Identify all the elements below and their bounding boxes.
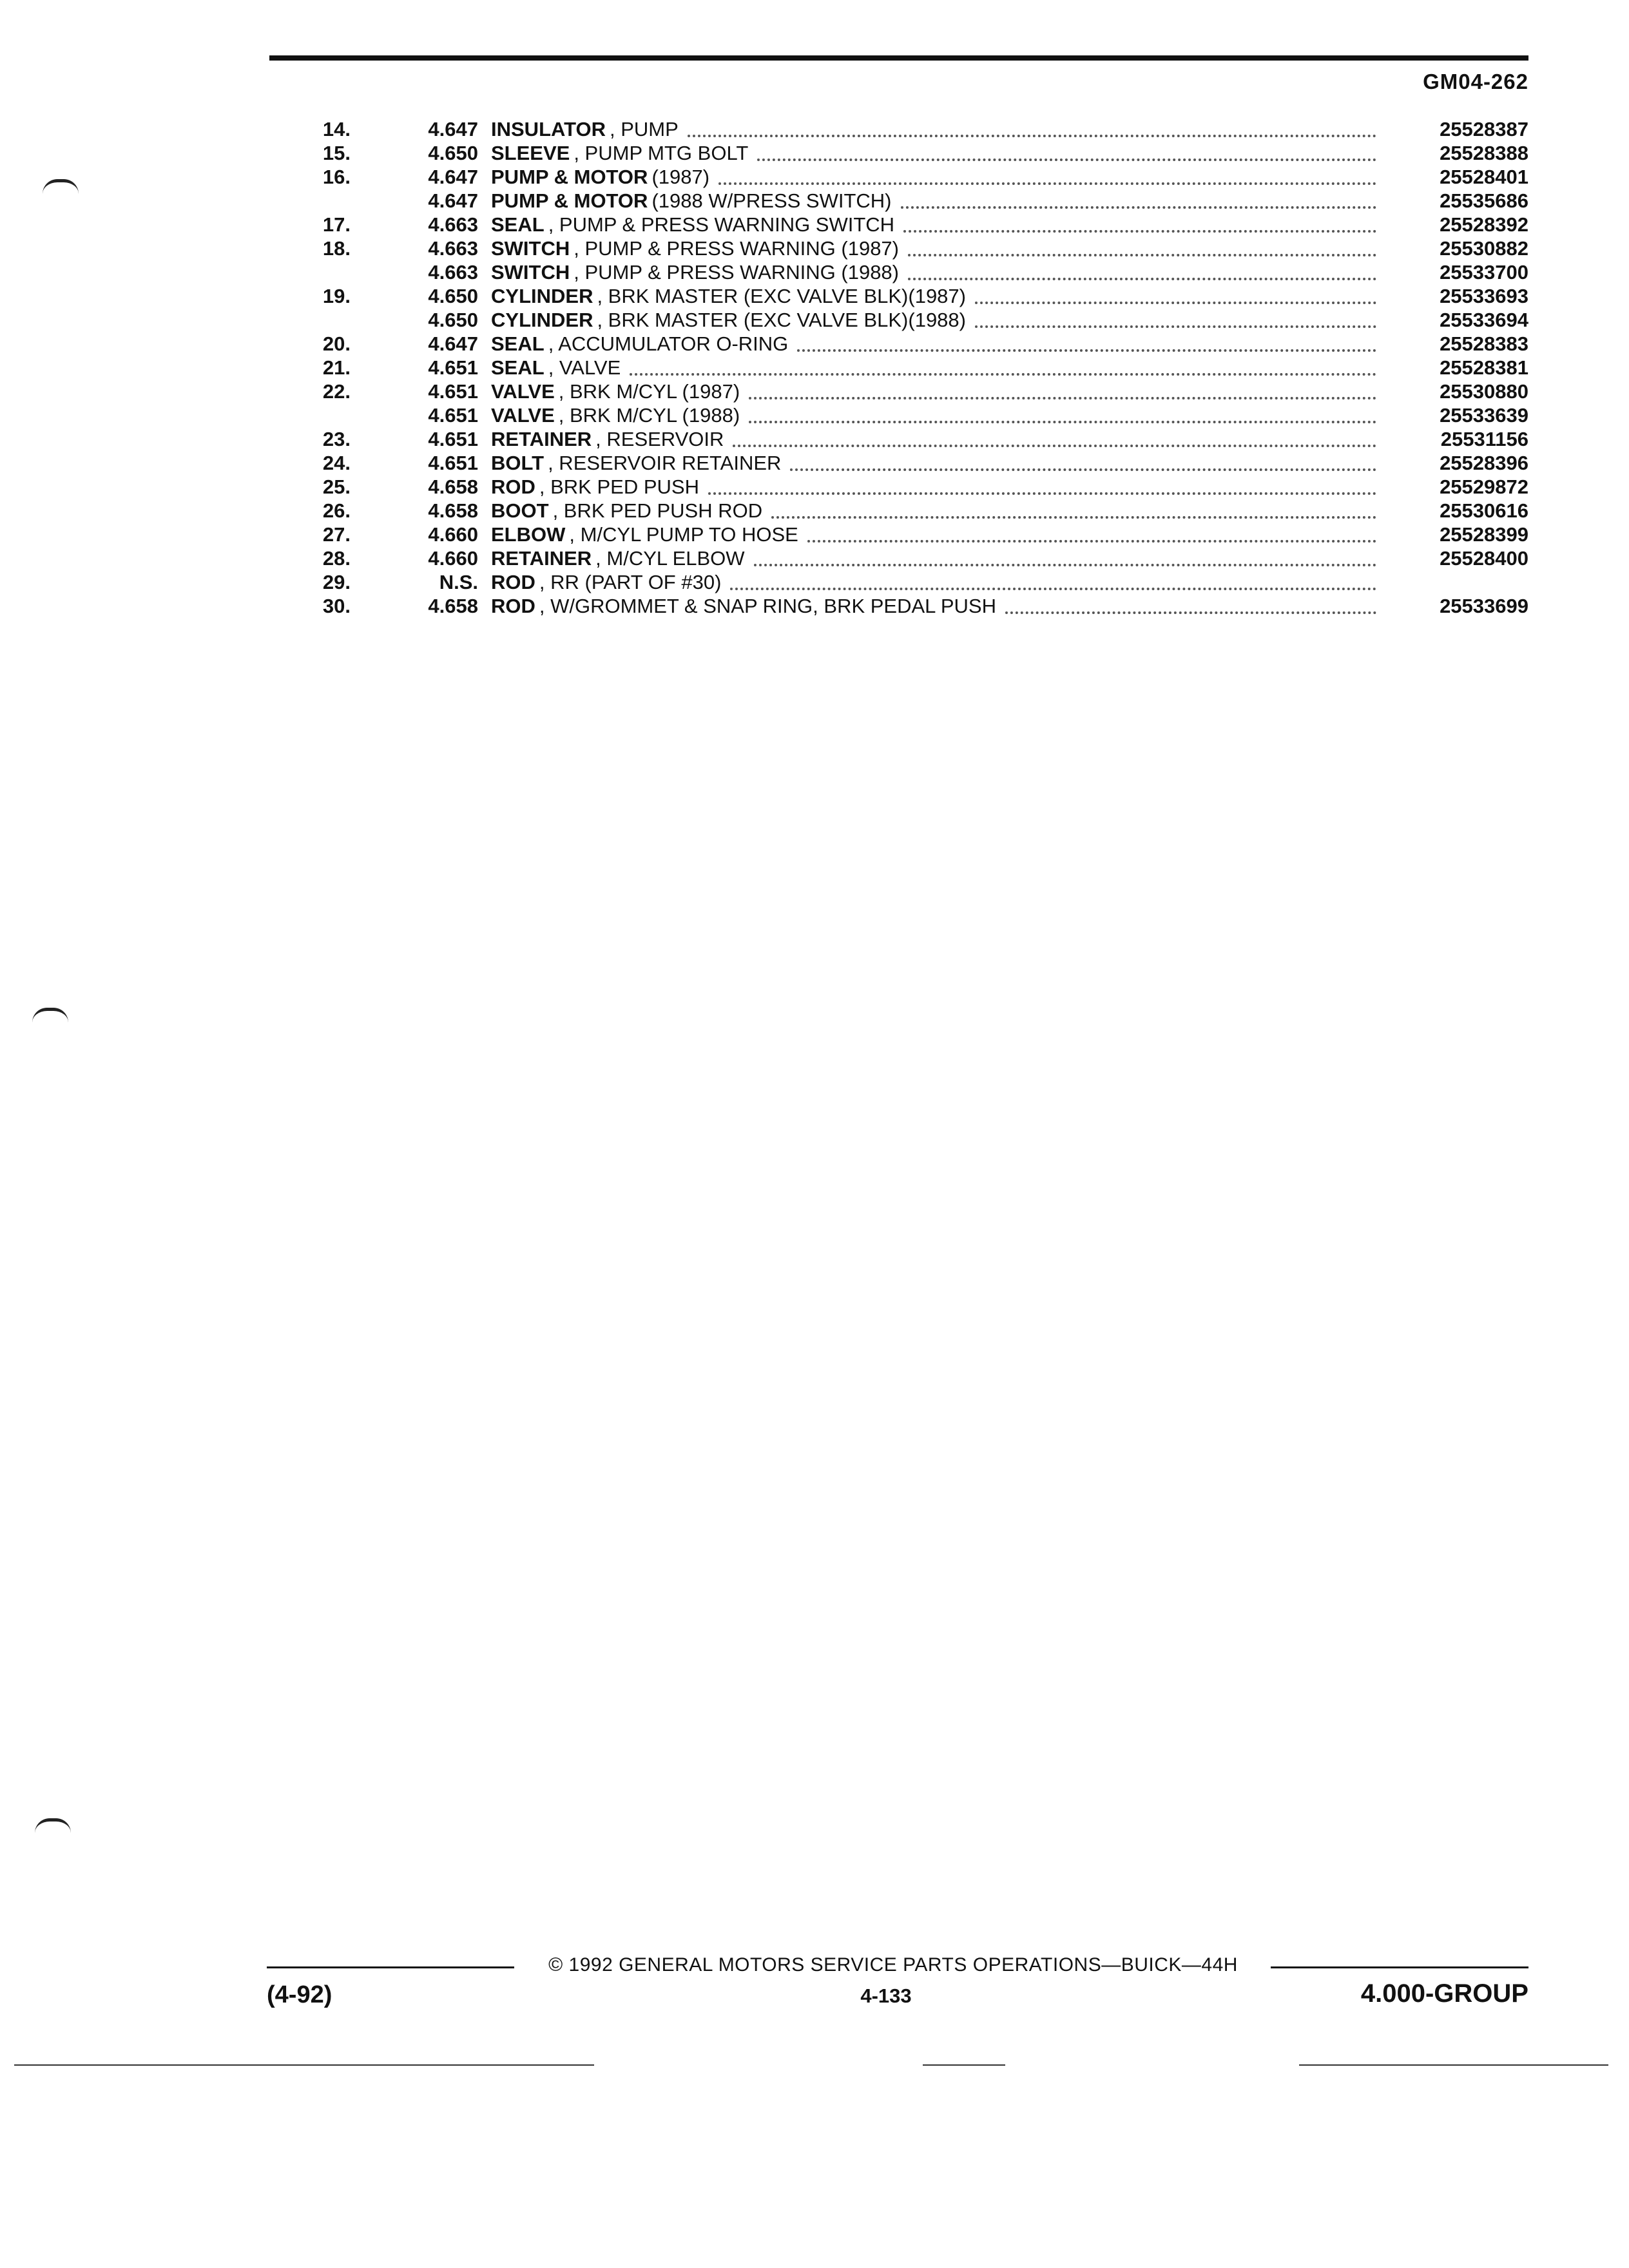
part-number: 25533693 bbox=[1440, 285, 1528, 307]
part-name: BOOT bbox=[491, 499, 549, 522]
header-rule bbox=[269, 55, 1528, 61]
part-description bbox=[491, 284, 1376, 308]
item-number: 26. bbox=[322, 499, 351, 522]
part-description bbox=[491, 213, 1376, 236]
part-number: 25533639 bbox=[1440, 404, 1528, 427]
parts-row bbox=[0, 475, 1629, 499]
part-description bbox=[491, 403, 1376, 427]
revision-date: (4-92) bbox=[267, 1981, 333, 2008]
dot-leader bbox=[630, 372, 1376, 376]
dot-leader bbox=[757, 158, 1376, 161]
group-number: 4.651 bbox=[428, 356, 478, 379]
parts-row bbox=[0, 451, 1629, 475]
bottom-rule bbox=[14, 2064, 594, 2066]
parts-row bbox=[0, 523, 1629, 546]
part-name: SLEEVE bbox=[491, 142, 570, 164]
part-name: INSULATOR bbox=[491, 118, 606, 140]
part-detail: , VALVE bbox=[548, 356, 621, 379]
group-number: N.S. bbox=[439, 571, 478, 593]
part-description bbox=[491, 189, 1376, 213]
parts-row bbox=[0, 570, 1629, 594]
bottom-rule bbox=[1299, 2064, 1608, 2066]
part-detail: , PUMP & PRESS WARNING SWITCH bbox=[548, 213, 895, 236]
binder-punch-mark bbox=[35, 1818, 71, 1833]
dot-leader bbox=[749, 420, 1376, 423]
group-number: 4.651 bbox=[428, 428, 478, 450]
part-detail: , BRK M/CYL (1987) bbox=[558, 380, 740, 403]
group-number: 4.650 bbox=[428, 285, 478, 307]
dot-leader bbox=[733, 444, 1376, 447]
item-number: 21. bbox=[322, 356, 351, 379]
parts-row bbox=[0, 213, 1629, 236]
part-number: 25528396 bbox=[1440, 452, 1528, 474]
item-number: 17. bbox=[322, 213, 351, 236]
footer-rule-right bbox=[1271, 1966, 1528, 1968]
part-name: CYLINDER bbox=[491, 285, 593, 307]
document-code: GM04-262 bbox=[1423, 70, 1528, 93]
group-number: 4.650 bbox=[428, 309, 478, 331]
part-detail: , BRK MASTER (EXC VALVE BLK)(1988) bbox=[597, 309, 966, 331]
part-description bbox=[491, 236, 1376, 260]
item-number: 25. bbox=[322, 476, 351, 498]
item-number: 24. bbox=[322, 452, 351, 474]
page-number: 4-133 bbox=[860, 1984, 912, 2007]
part-detail: , PUMP & PRESS WARNING (1988) bbox=[574, 261, 899, 284]
item-number: 23. bbox=[322, 428, 351, 450]
part-description bbox=[491, 141, 1376, 165]
part-name: RETAINER bbox=[491, 547, 592, 570]
group-number: 4.647 bbox=[428, 166, 478, 188]
item-number: 30. bbox=[322, 595, 351, 617]
part-detail: , RR (PART OF #30) bbox=[539, 571, 722, 593]
dot-leader bbox=[688, 134, 1376, 137]
parts-row bbox=[0, 594, 1629, 618]
dot-leader bbox=[1005, 611, 1376, 614]
parts-row bbox=[0, 236, 1629, 260]
part-name: SWITCH bbox=[491, 261, 570, 284]
dot-leader bbox=[771, 515, 1376, 519]
group-number: 4.660 bbox=[428, 547, 478, 570]
part-description bbox=[491, 260, 1376, 284]
part-detail: , BRK PED PUSH ROD bbox=[552, 499, 763, 522]
part-description bbox=[491, 523, 1376, 546]
dot-leader bbox=[908, 277, 1376, 280]
part-number: 25528399 bbox=[1440, 523, 1528, 546]
part-number: 25528387 bbox=[1440, 118, 1528, 140]
parts-row bbox=[0, 117, 1629, 141]
part-detail: , RESERVOIR bbox=[595, 428, 724, 450]
parts-row bbox=[0, 260, 1629, 284]
item-number: 14. bbox=[322, 118, 351, 140]
item-number: 16. bbox=[322, 166, 351, 188]
part-description bbox=[491, 451, 1376, 475]
part-description bbox=[491, 546, 1376, 570]
part-number: 25535686 bbox=[1440, 189, 1528, 212]
dot-leader bbox=[975, 325, 1376, 328]
parts-row bbox=[0, 165, 1629, 189]
group-number: 4.658 bbox=[428, 595, 478, 617]
parts-row bbox=[0, 189, 1629, 213]
part-number: 25528400 bbox=[1440, 547, 1528, 570]
part-name: PUMP & MOTOR bbox=[491, 166, 648, 188]
group-number: 4.650 bbox=[428, 142, 478, 164]
part-number: 25528388 bbox=[1440, 142, 1528, 164]
group-number: 4.663 bbox=[428, 237, 478, 260]
group-number: 4.651 bbox=[428, 452, 478, 474]
parts-row bbox=[0, 546, 1629, 570]
dot-leader bbox=[718, 182, 1376, 185]
group-number: 4.660 bbox=[428, 523, 478, 546]
group-number: 4.651 bbox=[428, 404, 478, 427]
part-detail: , M/CYL ELBOW bbox=[595, 547, 745, 570]
parts-row bbox=[0, 380, 1629, 403]
item-number: 19. bbox=[322, 285, 351, 307]
part-description bbox=[491, 499, 1376, 523]
dot-leader bbox=[903, 229, 1376, 233]
part-description bbox=[491, 165, 1376, 189]
parts-row bbox=[0, 284, 1629, 308]
binder-punch-mark bbox=[32, 1008, 68, 1023]
part-description bbox=[491, 570, 1376, 594]
parts-row bbox=[0, 427, 1629, 451]
part-detail: , BRK MASTER (EXC VALVE BLK)(1987) bbox=[597, 285, 966, 307]
part-description bbox=[491, 332, 1376, 356]
item-number: 15. bbox=[322, 142, 351, 164]
part-number: 25528381 bbox=[1440, 356, 1528, 379]
part-number: 25530882 bbox=[1440, 237, 1528, 260]
part-name: BOLT bbox=[491, 452, 545, 474]
part-detail: , BRK M/CYL (1988) bbox=[558, 404, 740, 427]
part-name: ELBOW bbox=[491, 523, 566, 546]
group-number: 4.647 bbox=[428, 332, 478, 355]
group-number: 4.647 bbox=[428, 189, 478, 212]
dot-leader bbox=[901, 206, 1377, 209]
part-description bbox=[491, 308, 1376, 332]
dot-leader bbox=[790, 468, 1376, 471]
part-number: 25530880 bbox=[1440, 380, 1528, 403]
part-name: SWITCH bbox=[491, 237, 570, 260]
part-detail: , PUMP bbox=[609, 118, 679, 140]
part-number: 25533699 bbox=[1440, 595, 1528, 617]
dot-leader bbox=[908, 253, 1376, 256]
dot-leader bbox=[749, 396, 1376, 399]
dot-leader bbox=[730, 587, 1376, 590]
part-name: SEAL bbox=[491, 356, 545, 379]
dot-leader bbox=[797, 349, 1376, 352]
part-detail: , RESERVOIR RETAINER bbox=[548, 452, 782, 474]
parts-row bbox=[0, 141, 1629, 165]
part-detail: , PUMP & PRESS WARNING (1987) bbox=[574, 237, 899, 260]
part-name: VALVE bbox=[491, 380, 555, 403]
group-number: 4.658 bbox=[428, 476, 478, 498]
item-number: 22. bbox=[322, 380, 351, 403]
part-description bbox=[491, 117, 1376, 141]
part-number: 25528392 bbox=[1440, 213, 1528, 236]
part-description bbox=[491, 427, 1376, 451]
part-number: 25528383 bbox=[1440, 332, 1528, 355]
item-number: 28. bbox=[322, 547, 351, 570]
dot-leader bbox=[807, 539, 1376, 543]
dot-leader bbox=[708, 492, 1376, 495]
part-name: ROD bbox=[491, 571, 535, 593]
part-detail: , BRK PED PUSH bbox=[539, 476, 699, 498]
group-number: 4.663 bbox=[428, 213, 478, 236]
parts-row bbox=[0, 332, 1629, 356]
part-detail: , ACCUMULATOR O-RING bbox=[548, 332, 789, 355]
part-number: 25528401 bbox=[1440, 166, 1528, 188]
parts-row bbox=[0, 499, 1629, 523]
group-number: 4.658 bbox=[428, 499, 478, 522]
part-name: CYLINDER bbox=[491, 309, 593, 331]
part-detail: , M/CYL PUMP TO HOSE bbox=[569, 523, 798, 546]
part-name: RETAINER bbox=[491, 428, 592, 450]
part-number: 25533694 bbox=[1440, 309, 1528, 331]
dot-leader bbox=[975, 301, 1376, 304]
footer-rule-left bbox=[267, 1966, 514, 1968]
part-description bbox=[491, 475, 1376, 499]
part-detail: (1987) bbox=[651, 166, 710, 188]
parts-row bbox=[0, 308, 1629, 332]
part-detail: , W/GROMMET & SNAP RING, BRK PEDAL PUSH bbox=[539, 595, 997, 617]
part-detail: (1988 W/PRESS SWITCH) bbox=[651, 189, 892, 212]
parts-row bbox=[0, 356, 1629, 380]
item-number: 29. bbox=[322, 571, 351, 593]
part-name: VALVE bbox=[491, 404, 555, 427]
part-description bbox=[491, 380, 1376, 403]
bottom-rule bbox=[923, 2064, 1005, 2066]
part-description bbox=[491, 594, 1376, 618]
part-name: SEAL bbox=[491, 332, 545, 355]
part-number: 25533700 bbox=[1440, 261, 1528, 284]
item-number: 20. bbox=[322, 332, 351, 355]
group-label: 4.000-GROUP bbox=[1360, 1979, 1528, 2008]
parts-list bbox=[0, 117, 1629, 618]
group-number: 4.647 bbox=[428, 118, 478, 140]
item-number: 18. bbox=[322, 237, 351, 260]
group-number: 4.663 bbox=[428, 261, 478, 284]
part-detail: , PUMP MTG BOLT bbox=[574, 142, 749, 164]
part-name: SEAL bbox=[491, 213, 545, 236]
copyright-notice: © 1992 GENERAL MOTORS SERVICE PARTS OPERATIONS—BUICK—44H bbox=[548, 1954, 1238, 1975]
item-number: 27. bbox=[322, 523, 351, 546]
part-name: ROD bbox=[491, 476, 535, 498]
part-name: ROD bbox=[491, 595, 535, 617]
part-name: PUMP & MOTOR bbox=[491, 189, 648, 212]
dot-leader bbox=[754, 563, 1376, 566]
part-number: 25530616 bbox=[1440, 499, 1528, 522]
parts-row bbox=[0, 403, 1629, 427]
part-number: 25531156 bbox=[1440, 428, 1528, 450]
group-number: 4.651 bbox=[428, 380, 478, 403]
part-description bbox=[491, 356, 1376, 380]
part-number: 25529872 bbox=[1440, 476, 1528, 498]
